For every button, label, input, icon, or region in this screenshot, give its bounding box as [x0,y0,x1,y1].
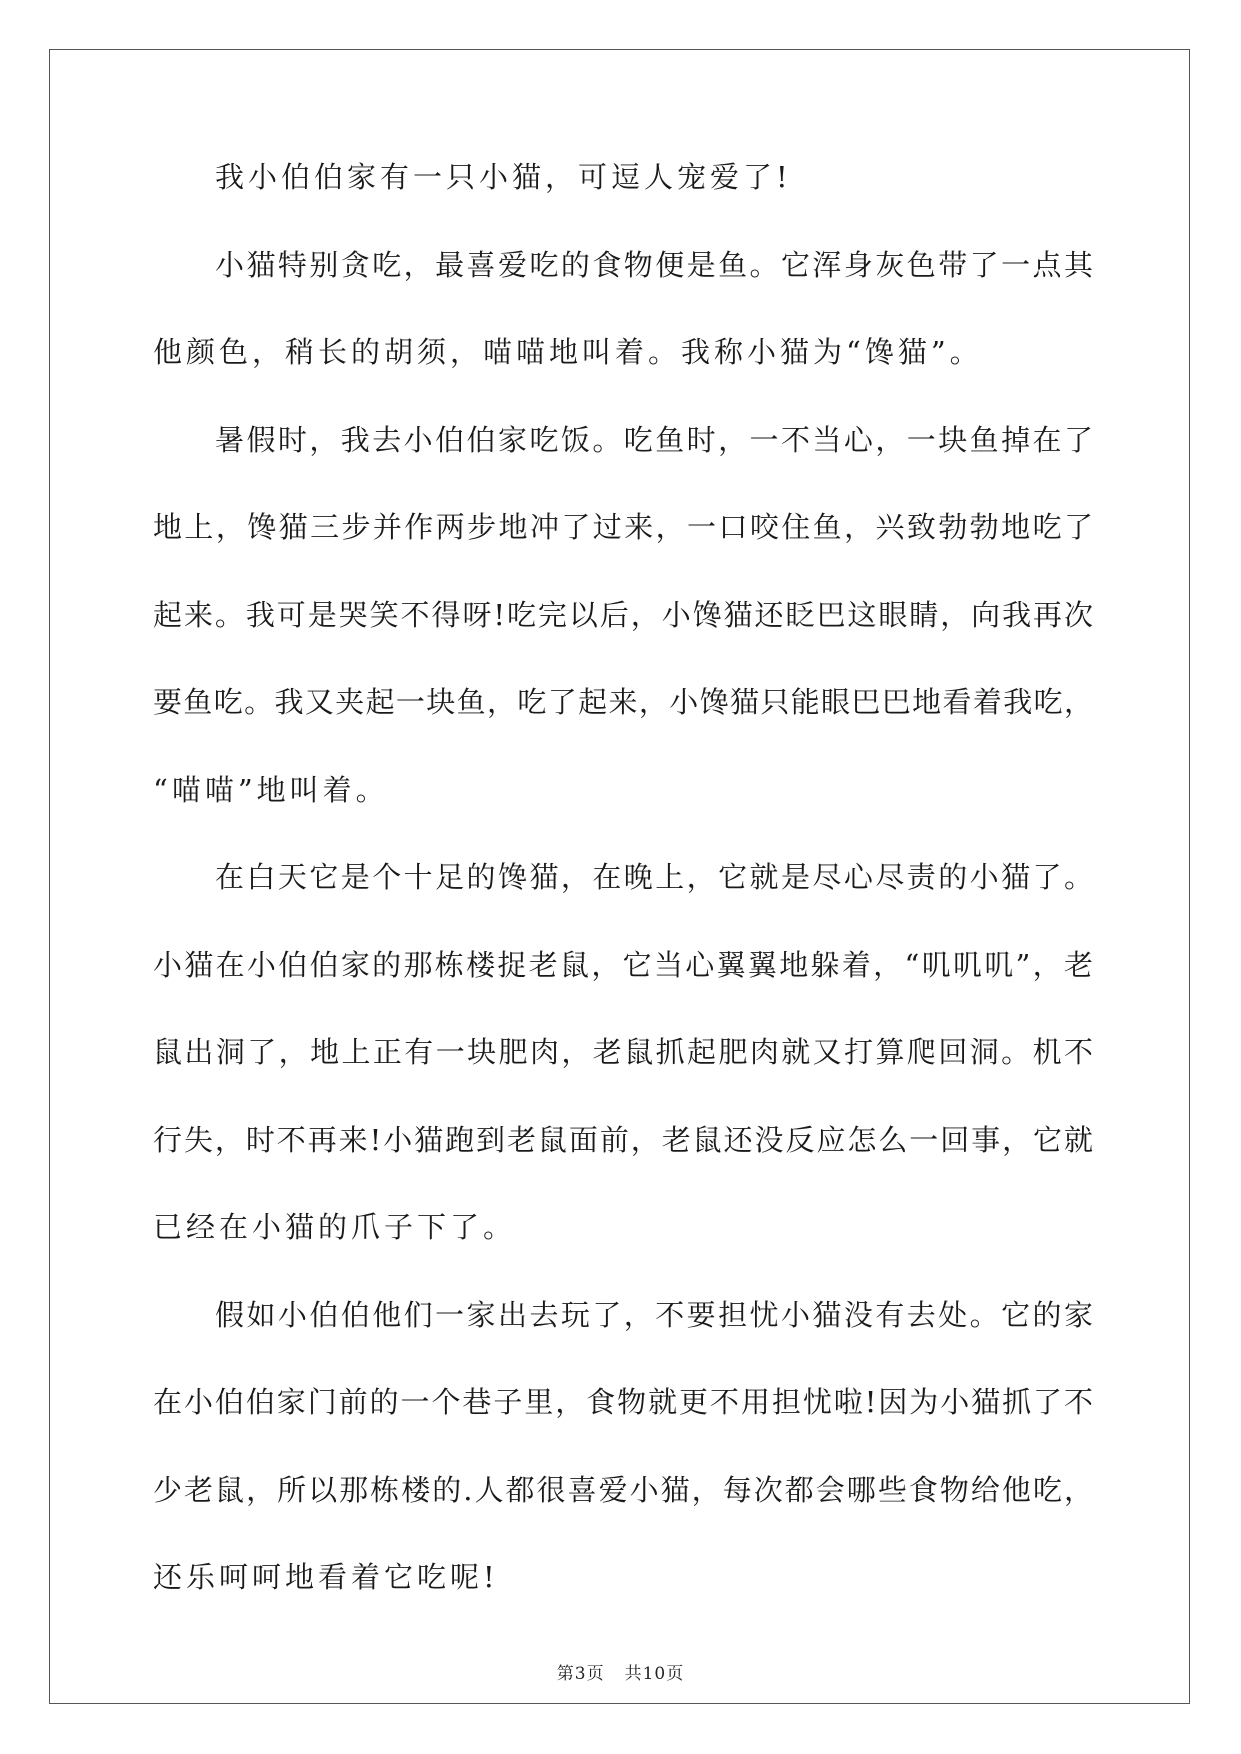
text-line: 起来。我可是哭笑不得呀!吃完以后，小馋猫还眨巴这眼睛，向我再次 [153,597,1093,632]
text-line: 要鱼吃。我又夹起一块鱼，吃了起来，小馋猫只能眼巴巴地看着我吃， [153,685,1093,719]
text-line: 行失，时不再来!小猫跑到老鼠面前，老鼠还没反应怎么一回事，它就 [153,1122,1093,1157]
text-line: 小猫特别贪吃，最喜爱吃的食物便是鱼。它浑身灰色带了一点其 [215,247,1093,282]
page-number: 第3页 [556,1664,605,1684]
text-line: 他颜色，稍长的胡须，喵喵地叫着。我称小猫为“馋猫”。 [153,335,983,369]
text-line: 在白天它是个十足的馋猫，在晚上，它就是尽心尽责的小猫了。 [215,860,1093,894]
document-body [153,162,1093,1650]
text-line: 已经在小猫的爪子下了。 [153,1210,517,1244]
text-line: 暑假时，我去小伯伯家吃饭。吃鱼时，一不当心，一块鱼掉在了 [215,422,1093,457]
text-line: 鼠出洞了，地上正有一块肥肉，老鼠抓起肥肉就又打算爬回洞。机不 [153,1035,1093,1069]
text-line: 假如小伯伯他们一家出去玩了，不要担忧小猫没有去处。它的家 [215,1297,1093,1332]
text-line: 还乐呵呵地看着它吃呢! [153,1560,499,1594]
page-total: 共10页 [624,1664,685,1684]
text-line: 少老鼠，所以那栋楼的.人都很喜爱小猫，每次都会哪些食物给他吃， [153,1472,1093,1507]
text-line: 在小伯伯家门前的一个巷子里，食物就更不用担忧啦!因为小猫抓了不 [153,1385,1093,1419]
text-line: 地上，馋猫三步并作两步地冲了过来，一口咬住鱼，兴致勃勃地吃了 [153,510,1093,544]
page-footer [0,1659,1241,1684]
text-line: “喵喵”地叫着。 [153,772,389,807]
text-line: 我小伯伯家有一只小猫，可逗人宠爱了! [215,160,792,194]
text-line: 小猫在小伯伯家的那栋楼捉老鼠，它当心翼翼地躲着，“叽叽叽”，老 [153,947,1093,982]
